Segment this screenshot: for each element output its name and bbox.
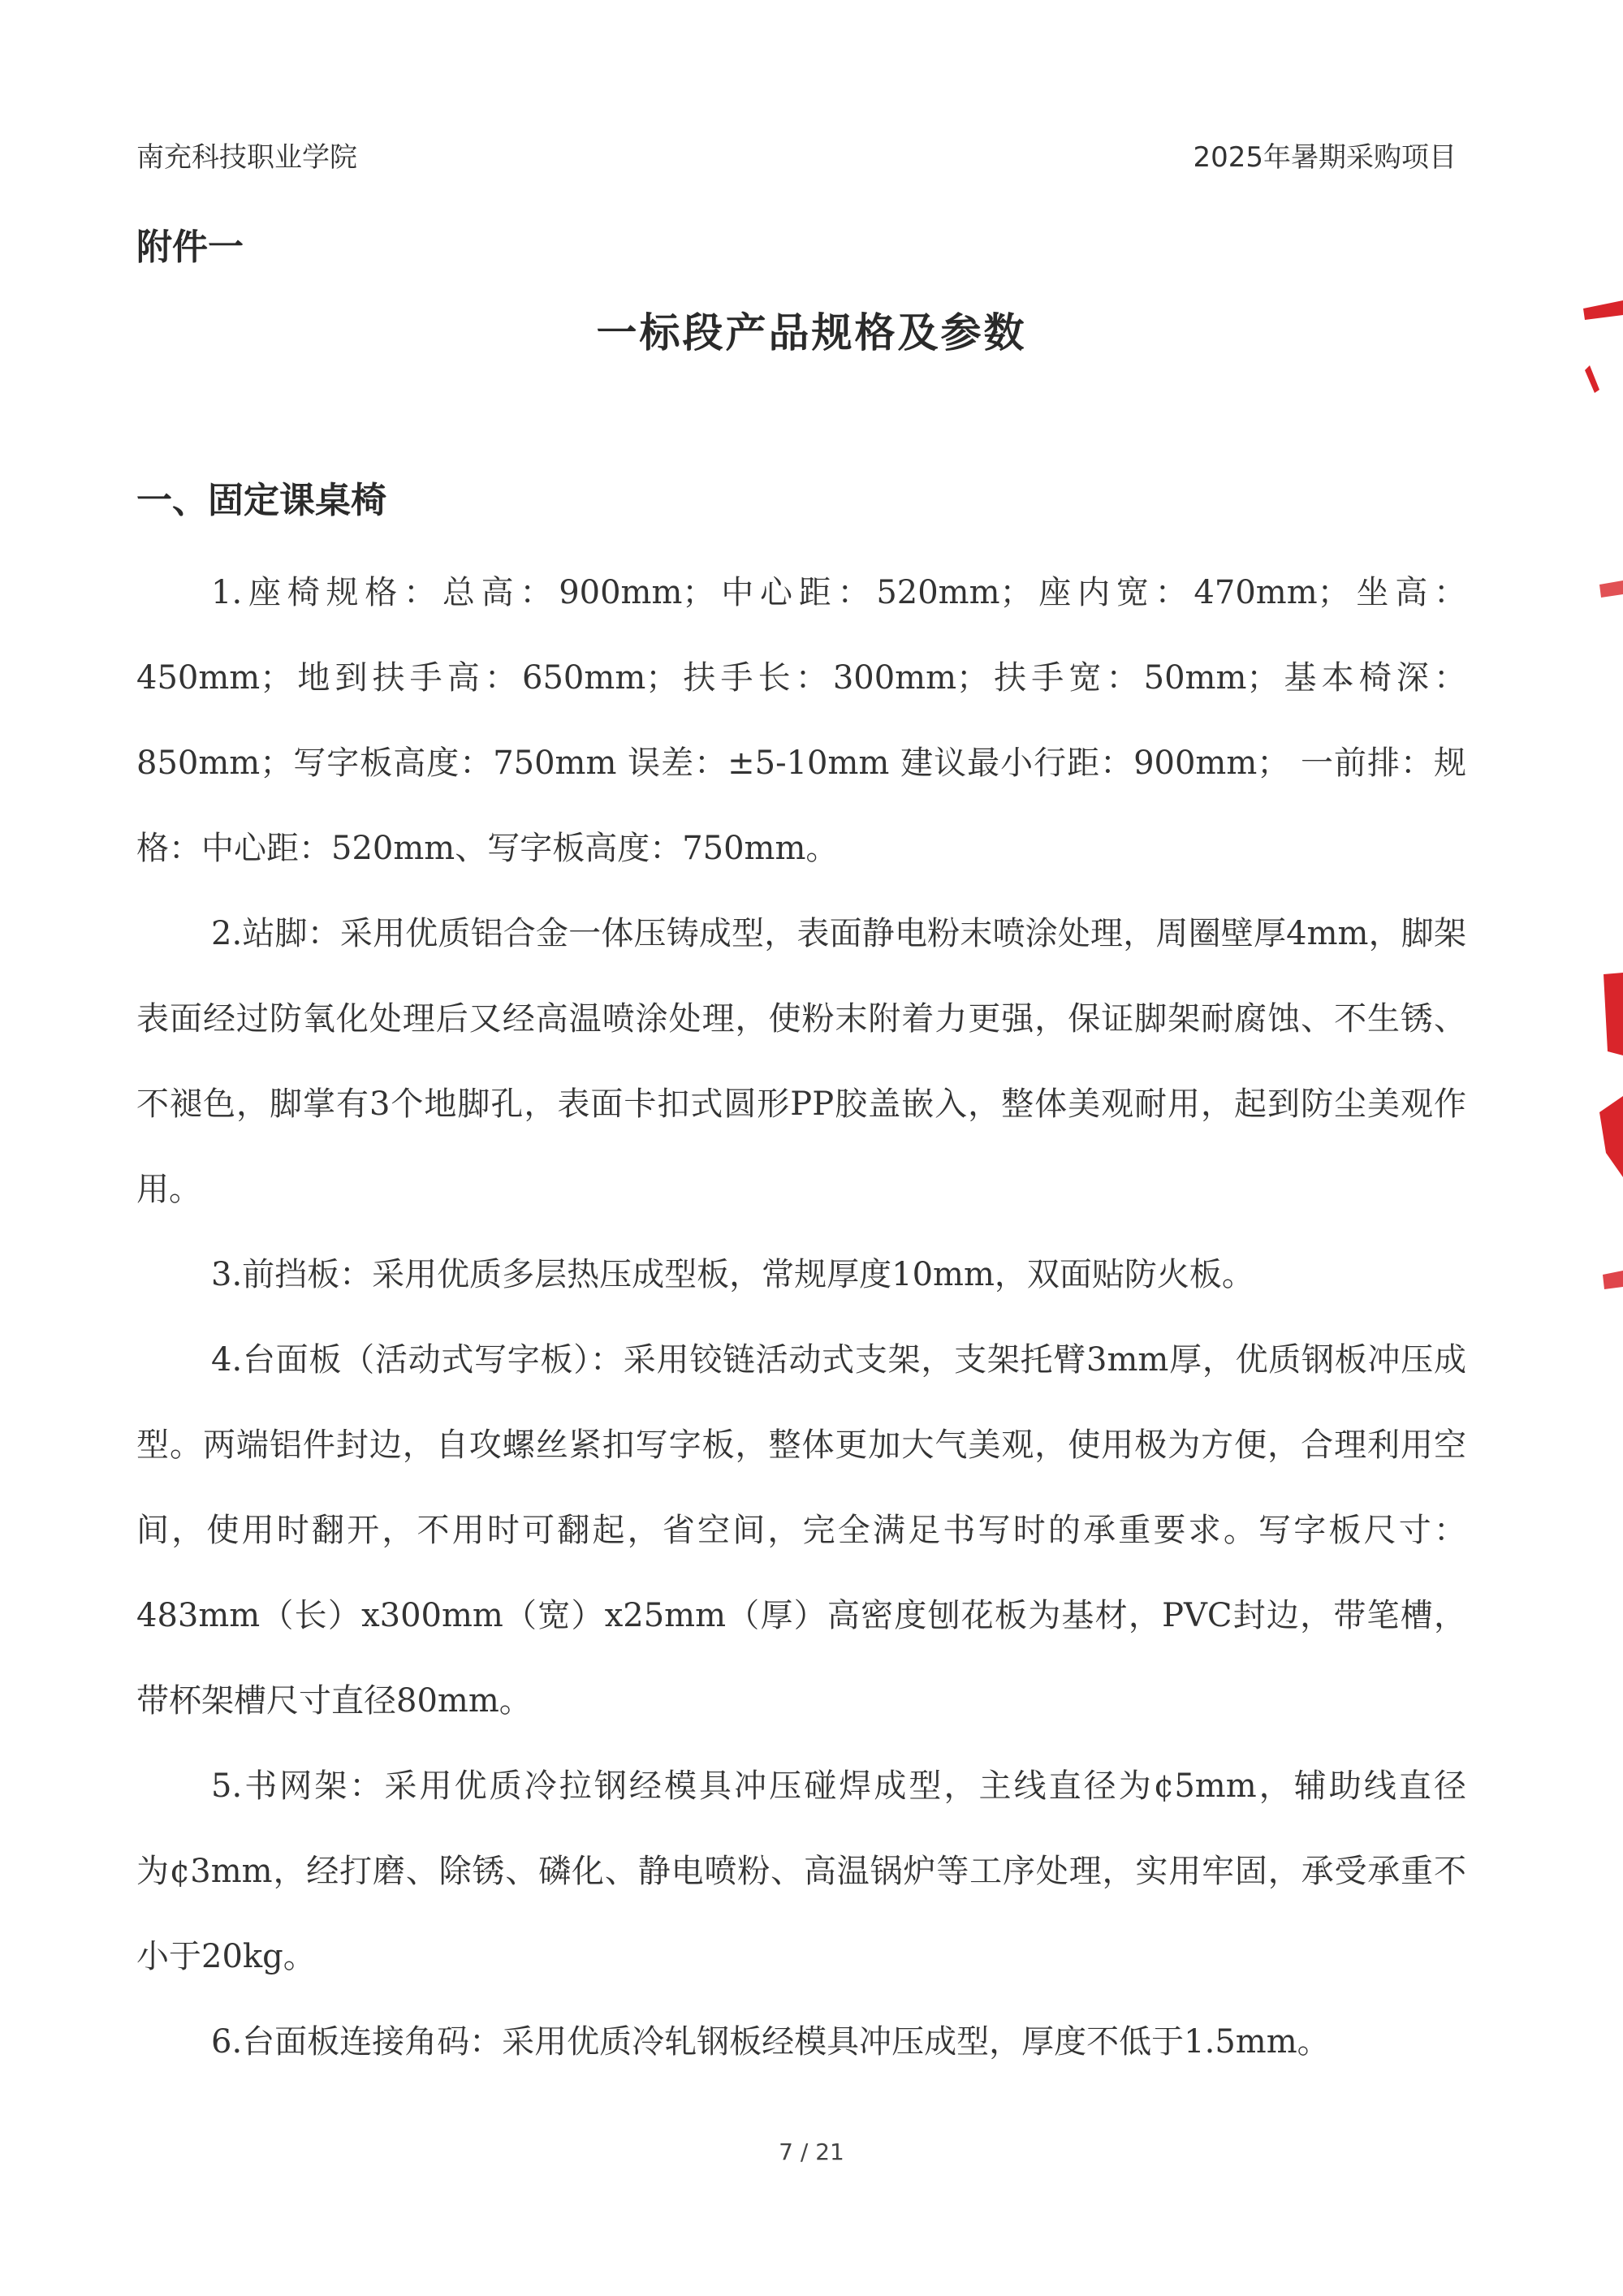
header-institution: 南充科技职业学院 bbox=[136, 141, 357, 174]
header-project: 2025年暑期采购项目 bbox=[1193, 141, 1457, 174]
paragraph-book-rack: 5.书网架：采用优质冷拉钢经模具冲压碰焊成型，主线直径为¢5mm，辅助线直径为¢3mm，经打磨、除锈、磷化、静电喷粉、高温锅炉等工序处理，实用牢固，承受承重不小于20kg。 bbox=[136, 1767, 1466, 1975]
attachment-label: 附件一 bbox=[136, 227, 244, 268]
paragraph-stand-leg: 2.站脚：采用优质铝合金一体压铸成型，表面静电粉末喷涂处理，周圈壁厚4mm，脚架表面经过防氧化处理后又经高温喷涂处理，使粉末附着力更强，保证脚架耐腐蚀、不生锈、不褪色，脚掌有3个地脚孔，表面卡扣式圆形PP胶盖嵌入，整体美观耐用，起到防尘美观作用。 bbox=[136, 915, 1466, 1208]
section-heading: 一、固定课桌椅 bbox=[136, 480, 386, 521]
page-number: 7 / 21 bbox=[779, 2138, 844, 2165]
paragraph-seat-spec: 1.座椅规格：总高：900mm；中心距：520mm；座内宽：470mm；坐高：450mm；地到扶手高：650mm；扶手长：300mm；扶手宽：50mm；基本椅深：850mm；写字板高度：750mm 误差：±5-10mm 建议最小行距：900mm； 一前排：规格：中心距：520mm、写字板高度：750mm。 bbox=[136, 574, 1466, 867]
seal-stamp-fragment bbox=[1567, 292, 1623, 1348]
paragraph-writing-board: 4.台面板（活动式写字板）：采用铰链活动式支架，支架托臂3mm厚，优质钢板冲压成型。两端铝件封边，自攻螺丝紧扣写字板，整体更加大气美观，使用极为方便，合理利用空间，使用时翻开，不用时可翻起，省空间，完全满足书写时的承重要求。写字板尺寸：483mm（长）x300mm（宽）x25mm（厚）高密度刨花板为基材，PVC封边，带笔槽，带杯架槽尺寸直径80mm。 bbox=[136, 1341, 1466, 1720]
document-title: 一标段产品规格及参数 bbox=[596, 309, 1027, 356]
paragraph-corner-bracket: 6.台面板连接角码：采用优质冷轧钢板经模具冲压成型，厚度不低于1.5mm。 bbox=[211, 2023, 1330, 2061]
paragraph-front-panel: 3.前挡板：采用优质多层热压成型板，常规厚度10mm，双面贴防火板。 bbox=[211, 1256, 1254, 1293]
section-body bbox=[136, 550, 1466, 2085]
